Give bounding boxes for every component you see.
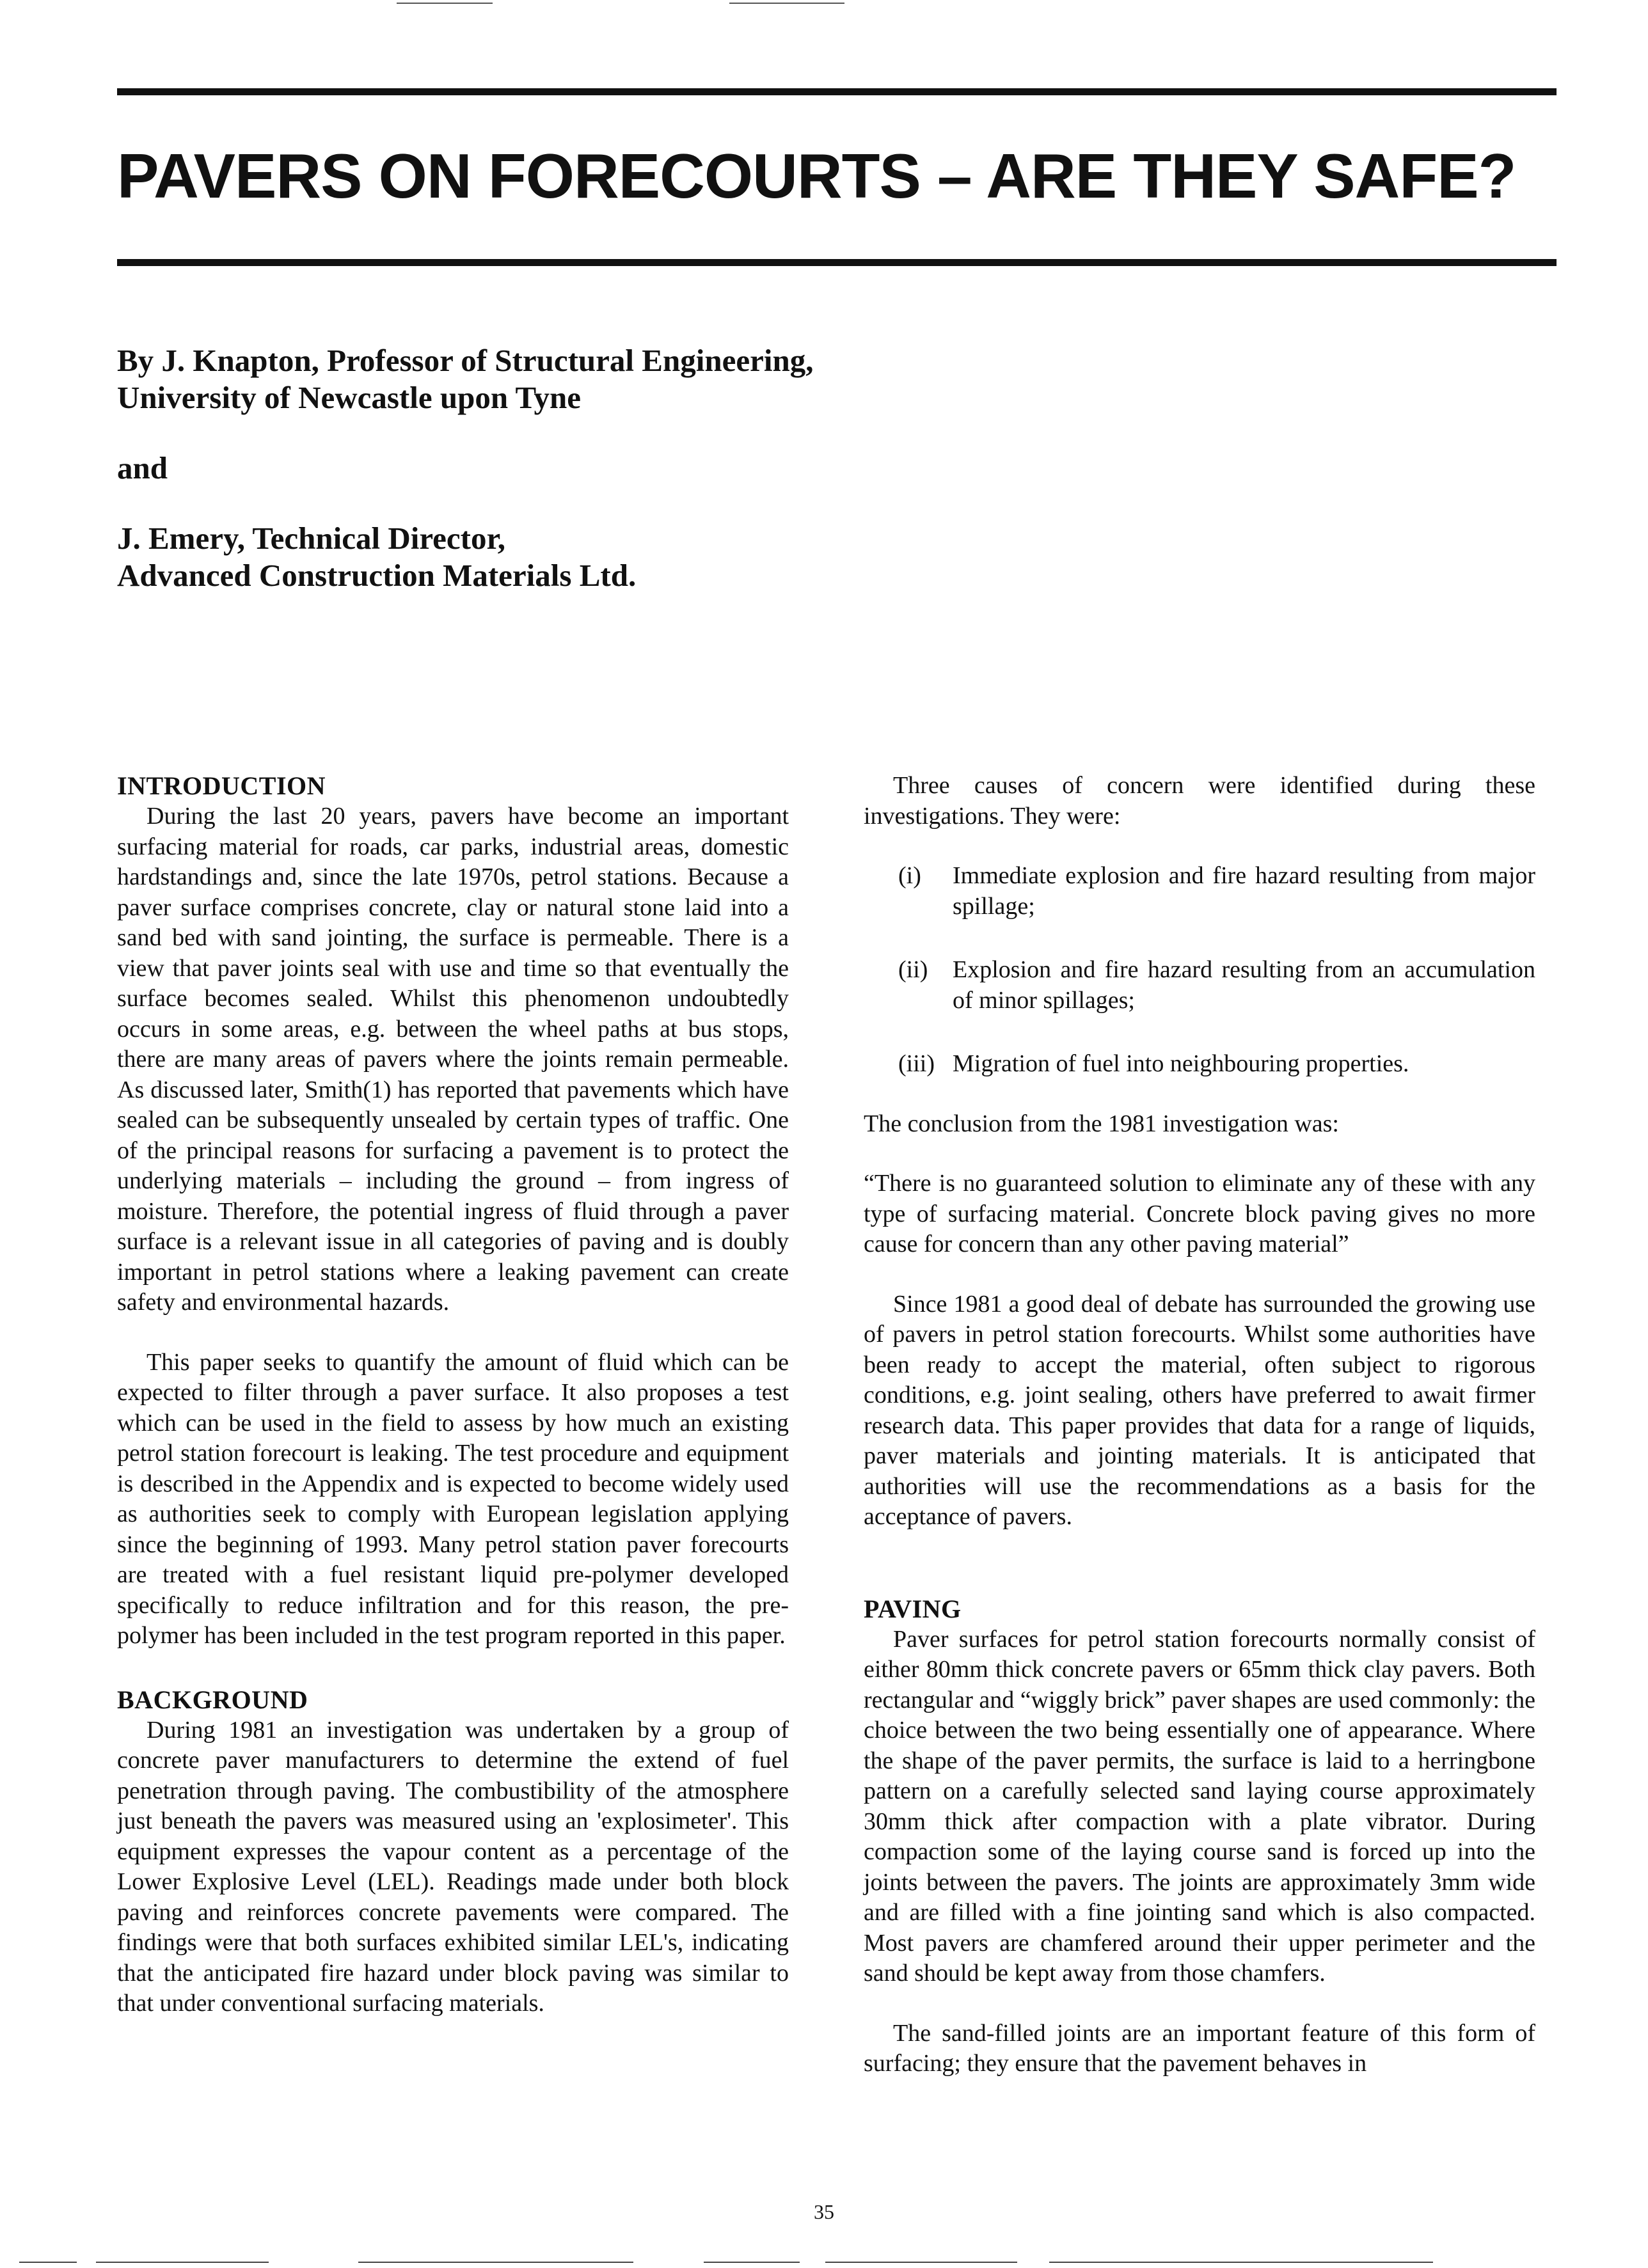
- page-number: 35: [814, 2200, 834, 2223]
- list-item-number: (i): [898, 862, 921, 889]
- background-paragraph-1: During 1981 an investigation was undertaken by a group of concrete paver manufacturers to determine the extend of fuel penetration through paving. The combustibility of the atmosphere just beneath the pavers was measured using an 'explosimeter'. This equipment expresses the vapour content as a percentage of the Lower Explosive Level (LEL). Readings made under both block paving and reinforces concrete pavements were compared. The findings were that both surfaces exhibited similar LEL's, indicating that the anticipated fire hazard under block paving was similar to that under conventional surfacing materials.: [117, 1716, 789, 2017]
- list-item-number: (ii): [898, 956, 928, 983]
- introduction-paragraph-2: This paper seeks to quantify the amount of fluid which can be expected to filter through a paver surface. It also proposes a test which can be used in the field to assess by how much an existing petrol station forecourt is leaking. The test procedure and equipment is described in the Appendix and is expected to become widely used as authorities seek to comply with European legislation applying since the beginning of 1993. Many petrol station paver forecourts are treated with a fuel resistant liquid pre-polymer developed specifically to reduce infiltration and for this reason, the pre-polymer has been included in the test program reported in this paper.: [117, 1348, 789, 1649]
- causes-list: [864, 861, 1535, 1080]
- page-title: PAVERS ON FORECOURTS – ARE THEY SAFE?: [117, 141, 1516, 211]
- top-scan-marks: [0, 0, 1648, 8]
- list-item: [864, 955, 1535, 1016]
- background-heading: BACKGROUND: [117, 1685, 308, 1714]
- bottom-scan-marks: [0, 2262, 1648, 2265]
- introduction-heading: INTRODUCTION: [117, 771, 326, 800]
- list-item: [864, 1049, 1535, 1080]
- list-item-text: Explosion and fire hazard resulting from an accumulation of minor spillages;: [953, 956, 1535, 1014]
- conclusion-quote: “There is no guaranteed solution to eliminate any of these with any type of surfacing material. Concrete block paving gives no more cause for concern than any other paving material”: [864, 1170, 1535, 1257]
- paving-paragraph-1: Paver surfaces for petrol station forecourts normally consist of either 80mm thick concrete pavers or 65mm thick clay pavers. Both rectangular and “wiggly brick” paver shapes are used commonly: the choice between the two being essentially one of appearance. Where the shape of the paver permits, the surface is laid to a herringbone pattern on a carefully selected sand laying course approximately 30mm thick after compaction with a plate vibrator. During compaction some of the laying course sand is forced up into the joints between the pavers. The joints are approximately 3mm wide and are filled with a fine jointing sand which is also compacted. Most pavers are chamfered around their upper perimeter and the sand should be kept away from those chamfers.: [864, 1625, 1535, 1987]
- author-conjunction: and: [117, 450, 168, 485]
- left-column: [117, 771, 789, 2019]
- author-1-line-2: University of Newcastle upon Tyne: [117, 380, 581, 415]
- since-1981-paragraph: Since 1981 a good deal of debate has surrounded the growing use of pavers in petrol station forecourts. Whilst some authorities have been ready to accept the material, often subject to rigorous conditions, e.g. joint sealing, others have preferred to await firmer research data. This paper provides that data for a range of liquids, paver materials and jointing materials. It is anticipated that authorities will use the recommendations as a basis for the acceptance of pavers.: [864, 1290, 1535, 1530]
- paving-paragraph-2: The sand-filled joints are an important feature of this form of surfacing; they ensure that the pavement behaves in: [864, 2019, 1535, 2077]
- paving-heading: PAVING: [864, 1594, 962, 1623]
- list-item-text: Migration of fuel into neighbouring properties.: [953, 1050, 1409, 1077]
- causes-intro: Three causes of concern were identified during these investigations. They were:: [864, 772, 1535, 830]
- author-block: [117, 342, 949, 594]
- title-rule-bottom: [117, 259, 1557, 266]
- list-item: [864, 861, 1535, 922]
- conclusion-intro: The conclusion from the 1981 investigation was:: [864, 1110, 1339, 1137]
- list-item-number: (iii): [898, 1050, 935, 1077]
- introduction-paragraph-1: During the last 20 years, pavers have become an important surfacing material for roads, car parks, industrial areas, domestic hardstandings and, since the late 1970s, petrol stations. Because a paver surface comprises concrete, clay or natural stone laid into a sand bed with sand jointing, the surface is permeable. There is a view that paver joints seal with use and time so that eventually the surface becomes sealed. Whilst this phenomenon undoubtedly occurs in some areas, e.g. between the wheel paths at bus stops, there are many areas of pavers where the joints remain permeable. As discussed later, Smith(1) has reported that pavements which have sealed can be subsequently unsealed by certain types of traffic. One of the principal reasons for surfacing a pavement is to protect the underlying materials – including the ground – from ingress of moisture. Therefore, the potential ingress of fluid through a paver surface is a relevant issue in all categories of paving and is doubly important in petrol stations where a leaking pavement can create safety and environmental hazards.: [117, 803, 789, 1316]
- list-item-text: Immediate explosion and fire hazard resulting from major spillage;: [953, 862, 1535, 920]
- right-column: [864, 771, 1535, 2079]
- title-rule-top: [117, 88, 1557, 95]
- author-2-line-2: Advanced Construction Materials Ltd.: [117, 558, 637, 593]
- author-1-line-1: By J. Knapton, Professor of Structural Engineering,: [117, 343, 814, 378]
- author-2-line-1: J. Emery, Technical Director,: [117, 521, 505, 556]
